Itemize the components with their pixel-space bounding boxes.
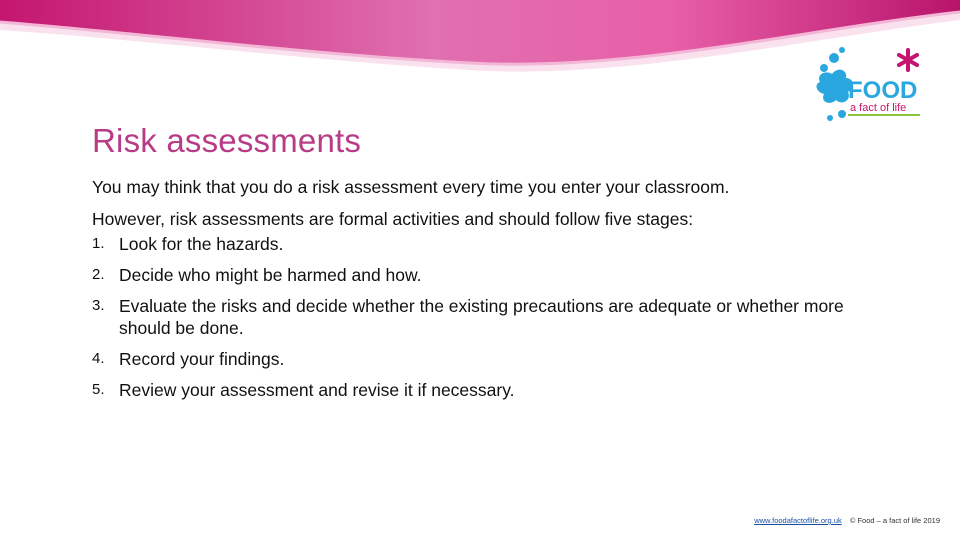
stage-text: Look for the hazards. — [119, 234, 284, 254]
stage-item — [92, 295, 852, 339]
stage-number: 5. — [92, 381, 105, 398]
intro-paragraph: However, risk assessments are formal activities and should follow five stages: — [92, 209, 694, 229]
stage-item — [92, 264, 852, 286]
intro-text — [92, 173, 872, 237]
stage-number: 4. — [92, 350, 105, 367]
stage-item — [92, 233, 852, 255]
slide-title: Risk assessments — [92, 122, 362, 159]
stage-text: Evaluate the risks and decide whether the existing precautions are adequate or whether more should be done. — [119, 296, 844, 338]
stage-text: Record your findings. — [119, 349, 285, 369]
copyright-text: © Food – a fact of life 2019 — [849, 516, 940, 525]
stage-item — [92, 348, 852, 370]
logo-tagline: a fact of life — [850, 102, 907, 114]
intro-paragraph: You may think that you do a risk assessment every time you enter your classroom. — [92, 177, 730, 197]
footer — [700, 516, 940, 525]
food-a-fact-of-life-logo — [812, 44, 928, 126]
logo-word: FOOD — [848, 77, 918, 104]
stage-text: Review your assessment and revise it if necessary. — [119, 380, 515, 400]
stage-number: 1. — [92, 235, 105, 252]
stage-item — [92, 379, 852, 401]
stage-text: Decide who might be harmed and how. — [119, 265, 422, 285]
website-link[interactable]: www.foodafactoflife.org.uk — [754, 516, 842, 525]
asterisk-icon — [899, 50, 917, 70]
stage-number: 3. — [92, 297, 105, 314]
stages-list — [92, 233, 852, 410]
stage-number: 2. — [92, 266, 105, 283]
